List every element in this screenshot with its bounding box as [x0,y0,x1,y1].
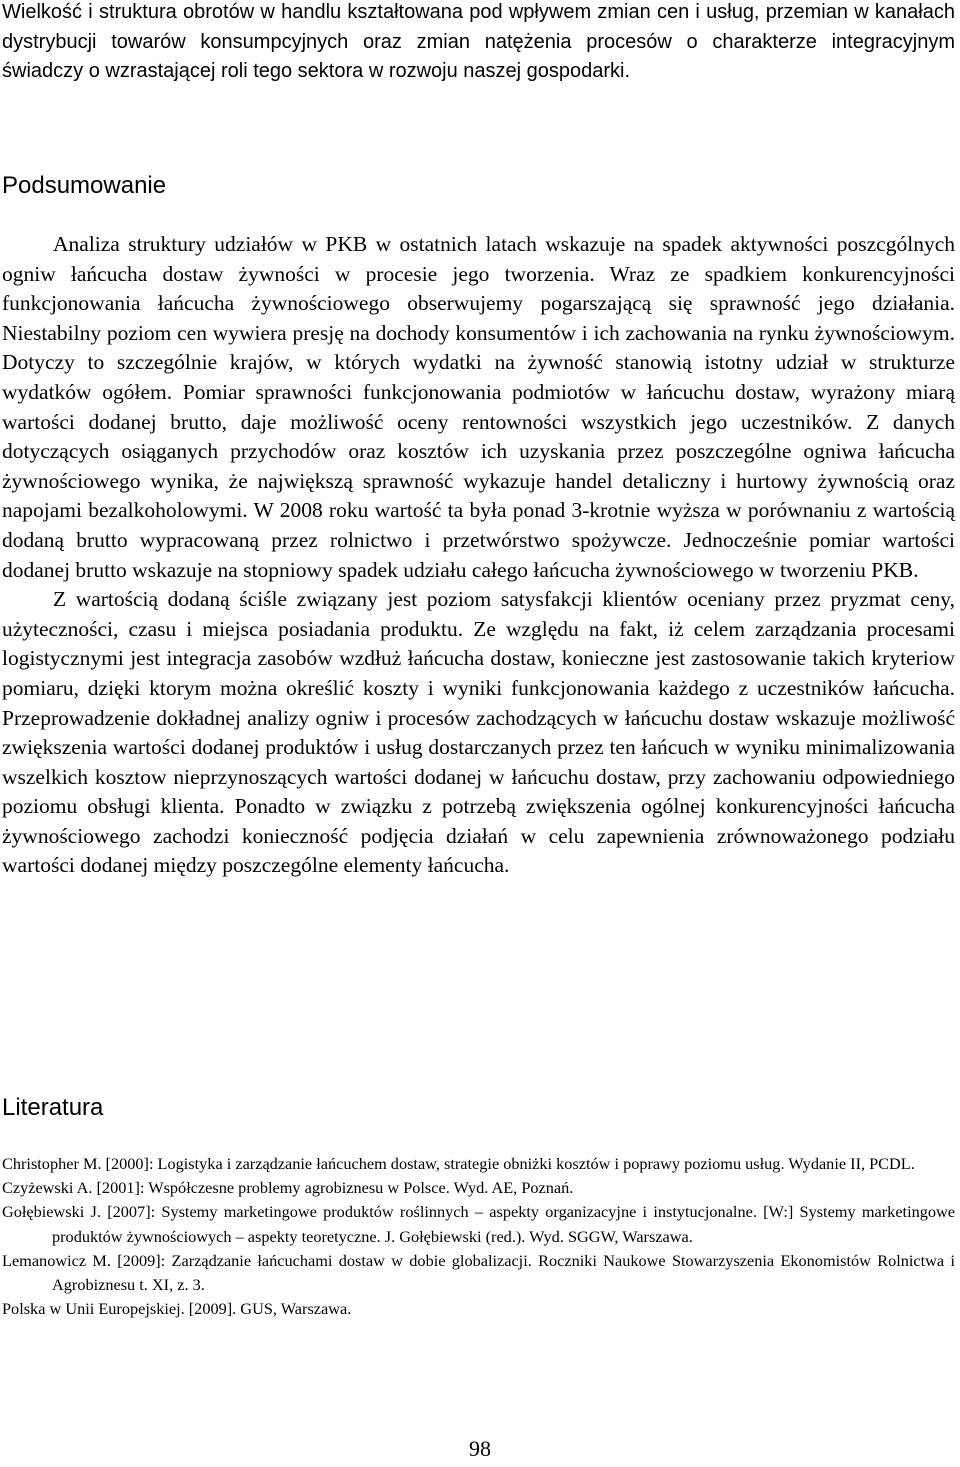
reference-list [2,1152,955,1321]
reference-item: Lemanowicz M. [2009]: Zarządzanie łańcuchami dostaw w dobie globalizacji. Roczniki Naukowe Stowarzyszenia Ekonomistów Rolnictwa i Agrobiznesu t. XI, z. 3. [2,1250,955,1295]
summary-paragraph-2: Z wartością dodaną ściśle związany jest poziom satysfakcji klientów oceniany przez pryzmat ceny, użyteczności, czasu i miejsca posiadania produktu. Ze względu na fakt, iż celem zarządzania procesami logistycznymi jest integracja zasobów wzdłuż łańcucha dostaw, konieczne jest zastosowanie takich kryteriow pomiaru, dzięki ktorym można określić koszty i wyniki funkcjonowania każdego z uczestników łańcucha. Przeprowadzenie dokładnej analizy ogniw i procesów zachodzących w łańcuchu dostaw wskazuje możliwość zwiększenia wartości dodanej produktów i usług dostarczanych przez ten łańcuch w wyniku minimalizowania wszelkich kosztow nieprzynoszących wartości dodanej w łańcuchu dostaw, przy zachowaniu odpowiedniego poziomu obsługi klienta. Ponadto w związku z potrzebą zwiększenia ogólnej konkurencyjności łańcucha żywnościowego zachodzi konieczność podjęcia działań w celu zapewnienia zrównoważonego podziału wartości dodanej między poszczególne elementy łańcucha. [2,587,955,878]
reference-item: Czyżewski A. [2001]: Współczesne problemy agrobiznesu w Polsce. Wyd. AE, Poznań. [2,1178,574,1198]
reference-item: Gołębiewski J. [2007]: Systemy marketingowe produktów roślinnych – aspekty organizacyjne i instytucjonalne. [W:] Systemy marketingowe produktów żywnościowych – aspekty teoretyczne. J. Gołębiewski (red.). Wyd. SGGW, Warszawa. [2,1202,955,1246]
summary-paragraph-1: Analiza struktury udziałów w PKB w ostatnich latach wskazuje na spadek aktywności poszcgólnych ogniw łańcucha dostaw żywności w procesie jego tworzenia. Wraz ze spadkiem konkurencyjności funkcjonowania łańcucha żywnościowego obserwujemy pogarszającą się sprawność jego działania. Niestabilny poziom cen wywiera presję na dochody konsumentów i ich zachowania na rynku żywnościowym. Dotyczy to szczególnie krajów, w których wydatki na żywność stanowią istotny udział w strukturze wydatków ogółem. Pomiar sprawności funkcjonowania podmiotów w łańcuchu dostaw, wyrażony miarą wartości dodanej brutto, daje możliwość oceny rentowności wszystkich jego uczestników. Z danych dotyczących osiąganych przychodów oraz kosztów ich uzyskania przez poszczególne ogniwa łańcucha żywnościowego wynika, że największą sprawność wykazuje handel detaliczny i hurtowy żywnością oraz napojami bezalkoholowymi. W 2008 roku wartość ta była ponad 3-krotnie wyższa w porównaniu z wartością dodaną brutto wypracowaną przez rolnictwo i przetwórstwo spożywcze. Jednocześnie pomiar wartości dodanej brutto wskazuje na stopniowy spadek udziału całego łańcucha żywnościowego w tworzeniu PKB. [2,232,955,582]
literature-heading: Literatura [2,1094,104,1121]
summary-body [2,230,955,881]
page-number: 98 [469,1436,491,1461]
reference-item: Christopher M. [2000]: Logistyka i zarządzanie łańcuchem dostaw, strategie obniżki kosztów i poprawy poziomu usług. Wydanie II, PCDL. [2,1154,915,1173]
summary-heading: Podsumowanie [2,172,167,199]
reference-item: Polska w Unii Europejskiej. [2009]. GUS, Warszawa. [2,1299,352,1319]
intro-paragraph: Wielkość i struktura obrotów w handlu kształtowana pod wpływem zmian cen i usług, przemian w kanałach dystrybucji towarów konsumpcyjnych oraz zmian natężenia procesów o charakterze integracyjnym świadczy o wzrastającej roli tego sektora w rozwoju naszej gospodarki. [2,1,955,82]
